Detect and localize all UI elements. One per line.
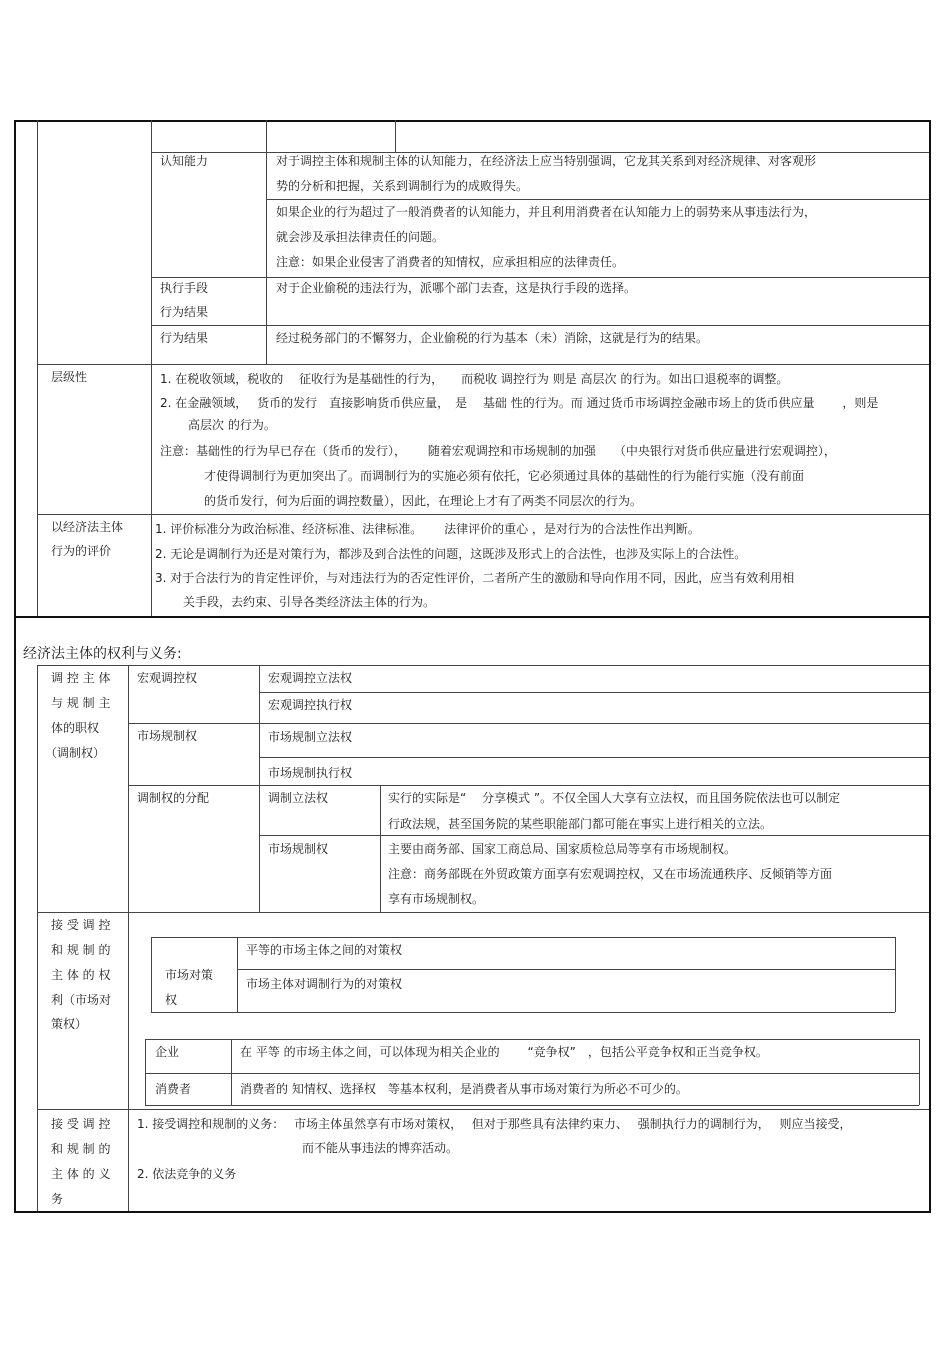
subject-duties-label: 主 体 的 义: [51, 1167, 111, 1181]
consumer-label: 消费者: [155, 1082, 192, 1096]
section-title: 经济法主体的权利与义务:: [23, 646, 182, 662]
distribution-leg-text: 实行的实际是“ 分享模式 ”。不仅全国人大享有立法权，而且国务院依法也可以制定: [388, 791, 841, 805]
evaluation-item: 2. 无论是调制行为还是对策行为，都涉及到合法性的问题，这既涉及形式上的合法性，也涉及实际上的合法性。: [155, 547, 747, 561]
top-row-line: [151, 325, 929, 326]
evaluation-item: 3. 对于合法行为的肯定性评价，与对违法行为的否定性评价，二者所产生的激励和导向作用不同，因此，应当有效利用相: [155, 571, 795, 585]
rights-table-left-border: [14, 617, 16, 1212]
subject-duties-label: 接 受 调 控: [51, 1117, 111, 1131]
rights-row-line: [259, 835, 929, 836]
distribution-leg-label: 调制立法权: [268, 791, 329, 805]
subject-rights-label: 接 受 调 控: [51, 918, 111, 932]
top-row-line: [37, 364, 929, 365]
evaluation-item: 1. 评价标准分为政治标准、经济标准、法律标准。 法律评价的重心 ，是对行为的合法性作出判断。: [155, 522, 700, 536]
counter-right-item: 平等的市场主体之间的对策权: [246, 943, 403, 957]
distribution-mkt-label: 市场规制权: [268, 842, 329, 856]
cognitive-label: 认知能力: [160, 154, 209, 168]
rights-row-line: [128, 785, 929, 786]
counter-box-line: [237, 937, 238, 1012]
counter-box-line: [237, 969, 895, 970]
duty-item: 而不能从事违法的博弈活动。: [302, 1141, 459, 1155]
subject-duties-label: 务: [51, 1192, 64, 1206]
rights-row-line: [128, 723, 929, 724]
hierarchy-item: 1. 在税收领域，税收的 征收行为是基础性的行为， 而税收 调控行为 则是 高层次 的行为。如出口退税率的调整。: [160, 372, 789, 386]
top-col-line-3: [266, 120, 267, 364]
rights-col-line: [128, 665, 129, 1212]
party-box-line: [145, 1039, 919, 1040]
rights-row-line: [259, 757, 929, 758]
rights-row-line: [37, 912, 929, 913]
party-box-line: [231, 1039, 232, 1105]
hierarchy-label: 层级性: [51, 370, 88, 384]
distribution-mkt-note: 享有市场规制权。: [388, 892, 485, 906]
top-row-line: [266, 199, 929, 200]
top-table-left-border: [14, 120, 16, 617]
enterprise-label: 企业: [155, 1045, 180, 1059]
counter-box-line: [895, 937, 896, 1012]
hierarchy-item: 2. 在金融领域， 货币的发行 直接影响货币供应量， 是 基础 性的行为。而 通过货币市场调控金融市场上的货币供应量 ，则是: [160, 396, 879, 410]
result-text: 经过税务部门的不懈努力，企业偷税的行为基本（未）消除，这就是行为的结果。: [276, 331, 709, 345]
counter-box-line: [151, 937, 152, 1012]
cognitive-text: 势的分析和把握，关系到调制行为的成败得失。: [276, 179, 529, 193]
distribution-mkt-text: 主要由商务部、国家工商总局、国家质检总局等享有市场规制权。: [388, 842, 737, 856]
counter-box-line: [151, 937, 895, 938]
execution-label: 行为结果: [160, 305, 209, 319]
rights-table-right-border: [929, 617, 931, 1212]
rights-col-line: [37, 665, 38, 1212]
result-label: 行为结果: [160, 331, 209, 345]
cognitive-text: 对于调控主体和规制主体的认知能力，在经济法上应当特别强调，它龙其关系到对经济规律、对客观形: [276, 154, 817, 168]
counter-right-item: 市场主体对调制行为的对策权: [246, 977, 403, 991]
top-col-line-1: [37, 120, 38, 617]
market-executive: 市场规制执行权: [268, 766, 353, 780]
distribution-label: 调制权的分配: [137, 791, 210, 805]
hierarchy-note: 的货币发行，何为后面的调控数量），因此，在理论上才有了两类不同层次的行为。: [204, 494, 643, 508]
party-box-line: [145, 1105, 919, 1106]
market-reg-label: 市场规制权: [137, 729, 198, 743]
rights-table-top-border: [38, 665, 930, 666]
top-col-line-4: [395, 120, 396, 153]
enterprise-text: 在 平等 的市场主体之间，可以体现为相关企业的 “竞争权” ，包括公平竞争权和正当竞争权。: [240, 1045, 768, 1059]
rights-table-bottom-border: [14, 1211, 931, 1213]
macro-legislative: 宏观调控立法权: [268, 671, 353, 685]
macro-control-label: 宏观调控权: [137, 671, 198, 685]
subject-duties-label: 和 规 制 的: [51, 1142, 111, 1156]
evaluation-label: 行为的评价: [51, 544, 112, 558]
top-row-line: [37, 514, 929, 515]
duty-item: 1. 接受调控和规制的义务： 市场主体虽然享有市场对策权， 但对于那些具有法律约束力、 强制执行力的调制行为， 则应当接受，: [137, 1117, 852, 1131]
reg-powers-label: （调制权）: [45, 746, 106, 760]
cognitive-text: 就会涉及承担法律责任的问题。: [276, 230, 445, 244]
top-row-line: [151, 277, 929, 278]
reg-powers-label: 调 控 主 体: [51, 671, 111, 685]
consumer-text: 消费者的 知情权、选择权 等基本权利，是消费者从事市场对策行为所必不可少的。: [240, 1082, 688, 1096]
rights-row-line: [259, 692, 929, 693]
counter-rights-label: 权: [165, 993, 178, 1007]
duty-item: 2. 依法竞争的义务: [137, 1167, 237, 1181]
evaluation-item: 关手段，去约束、引导各类经济法主体的行为。: [183, 595, 436, 609]
cognitive-text: 如果企业的行为超过了一般消费者的认知能力，并且利用消费者在认知能力上的弱势来从事违法行为，: [276, 205, 817, 219]
cognitive-note: 注意：如果企业侵害了消费者的知情权，应承担相应的法律责任。: [276, 255, 625, 269]
execution-label: 执行手段: [160, 281, 209, 295]
distribution-mkt-note: 注意：商务部既在外贸政策方面享有宏观调控权，又在市场流通秩序、反倾销等方面: [388, 867, 833, 881]
subject-rights-label: 利（市场对: [51, 993, 112, 1007]
execution-text: 对于企业偷税的违法行为，派哪个部门去查，这是执行手段的选择。: [276, 281, 637, 295]
macro-executive: 宏观调控执行权: [268, 698, 353, 712]
top-table-right-border: [929, 120, 931, 617]
party-box-line: [919, 1039, 920, 1105]
rights-col-line: [380, 785, 381, 912]
hierarchy-note: 才使得调制行为更加突出了。而调制行为的实施必须有依托，它必须通过具体的基础性的行为能行实施（没有前面: [204, 469, 805, 483]
reg-powers-label: 与 规 制 主: [51, 696, 111, 710]
rights-row-line: [37, 1109, 929, 1110]
party-box-line: [145, 1039, 146, 1105]
reg-powers-label: 体的职权: [51, 721, 100, 735]
hierarchy-note: 注意：基础性的行为早已存在（货币的发行）， 随着宏观调控和市场规制的加强 （中央银行对货币供应量进行宏观调控），: [160, 444, 836, 458]
market-legislative: 市场规制立法权: [268, 730, 353, 744]
evaluation-label: 以经济法主体: [51, 520, 124, 534]
top-row-line: [151, 152, 929, 153]
top-col-line-2: [151, 120, 152, 617]
hierarchy-item: 高层次 的行为。: [188, 418, 276, 432]
distribution-leg-text: 行政法规，甚至国务院的某些职能部门都可能在事实上进行相关的立法。: [388, 817, 773, 831]
subject-rights-label: 主 体 的 权: [51, 968, 111, 982]
subject-rights-label: 和 规 制 的: [51, 943, 111, 957]
counter-rights-label: 市场对策: [165, 968, 214, 982]
top-table-bottom-border: [14, 616, 931, 618]
subject-rights-label: 策权）: [51, 1017, 88, 1031]
counter-box-line: [151, 1012, 895, 1013]
party-box-line: [145, 1073, 919, 1074]
rights-col-line: [259, 665, 260, 912]
